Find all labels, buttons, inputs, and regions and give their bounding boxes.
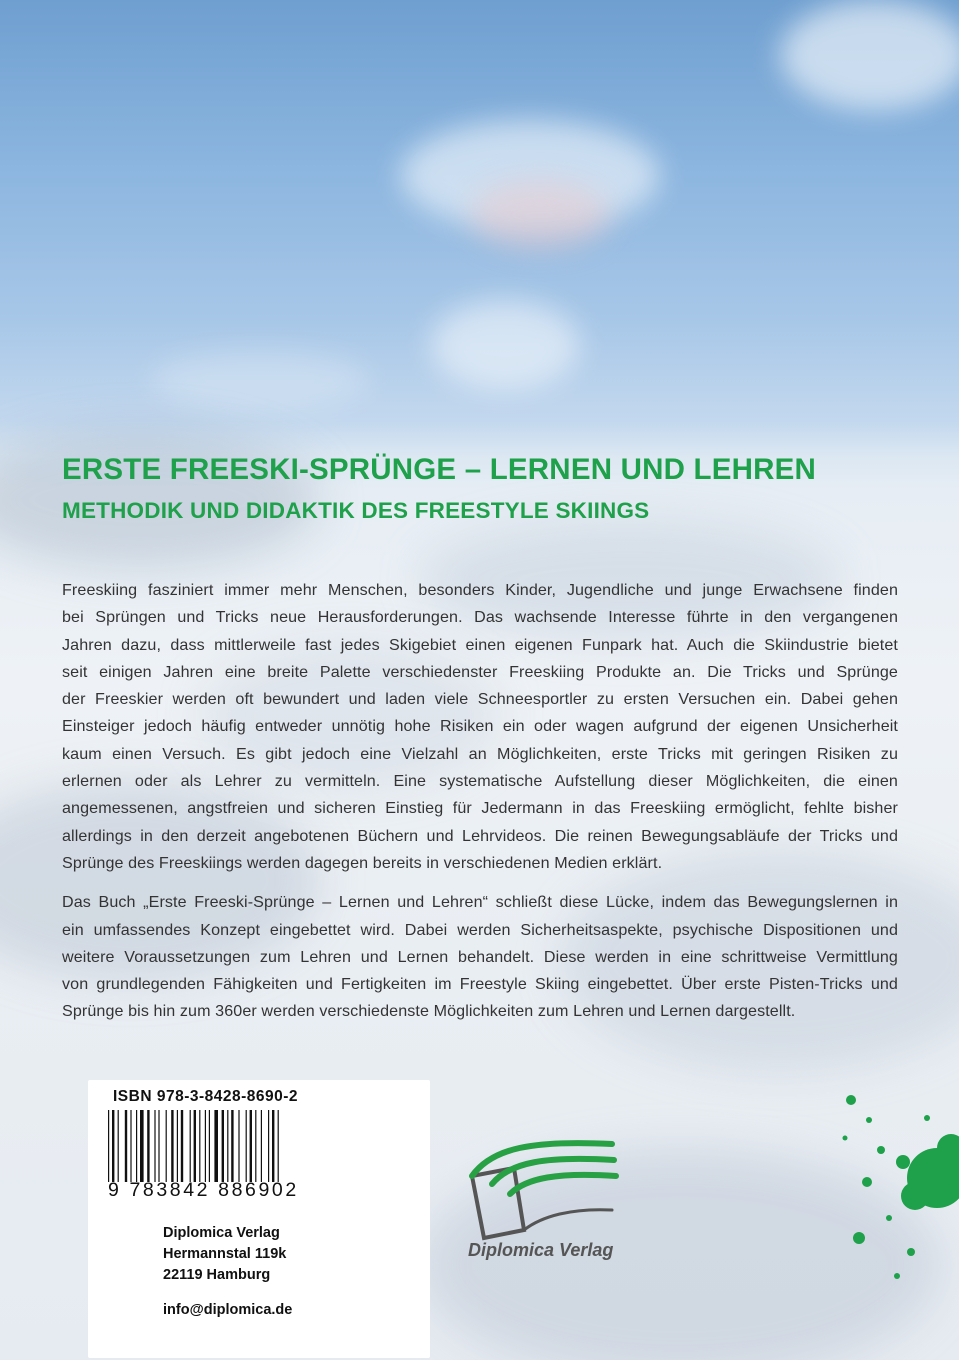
barcode-bar bbox=[181, 1110, 183, 1182]
publisher-name: Diplomica Verlag bbox=[163, 1225, 280, 1241]
blurb-line: seit einigen Jahren eine breite Palette verschiedenster Freeskiing Produkte an. Die Tricks und Sprünge bbox=[62, 662, 898, 681]
barcode-bar bbox=[272, 1110, 274, 1182]
barcode-bar bbox=[194, 1110, 196, 1182]
sky-cloud bbox=[780, 0, 959, 110]
logo-text: Diplomica Verlag bbox=[468, 1240, 614, 1260]
barcode-bar bbox=[227, 1110, 228, 1182]
sky-cloud bbox=[150, 350, 370, 410]
blurb-line: erlernen oder als Lehrer zu vermitteln. Eine systematische Aufstellung dieser Möglichkeiten, die einen bbox=[62, 772, 898, 791]
blurb-line: kaum einen Versuch. Es gibt jedoch eine Vielzahl an Möglichkeiten, erste Tricks mit geringen Risiken zu bbox=[62, 744, 898, 763]
diplomica-logo-icon bbox=[462, 1138, 622, 1243]
barcode-bar bbox=[231, 1110, 233, 1182]
barcode-bar bbox=[118, 1110, 119, 1182]
blurb-line: Freeskiing fasziniert immer mehr Menschen, besonders Kinder, Jugendliche und junge Erwachsene finden bbox=[62, 581, 898, 599]
barcode-bar bbox=[238, 1110, 239, 1182]
publisher-email: info@diplomica.de bbox=[163, 1302, 293, 1318]
blurb-line: Das Buch „Erste Freeski-Sprünge – Lernen und Lehren“ schließt diese Lücke, indem das Bewegungslernen in bbox=[62, 893, 898, 912]
blurb-line: bei Sprüngen und Tricks neue Herausforderungen. Das wachsende Interesse führte in den vergangenen bbox=[62, 608, 898, 627]
barcode-bar bbox=[112, 1110, 114, 1182]
isbn-text: ISBN 978-3-8428-8690-2 bbox=[113, 1088, 299, 1105]
barcode-bar bbox=[190, 1110, 191, 1182]
barcode-number: 9 783842 886902 bbox=[108, 1179, 299, 1201]
blurb-line: ein umfassendes Konzept eingebettet wird. Dabei werden Sicherheitsaspekte, psychische Dispositionen und bbox=[62, 920, 898, 939]
barcode-bar bbox=[125, 1110, 127, 1182]
barcode-bar bbox=[130, 1110, 131, 1182]
barcode-bar bbox=[166, 1110, 167, 1182]
blurb-line: Sprünge bis hin zum 360er werden verschiedenste Möglichkeiten zum Lehren und Lernen dargestellt. bbox=[62, 1002, 796, 1021]
barcode-bar bbox=[108, 1110, 109, 1182]
barcode-bar bbox=[214, 1110, 218, 1182]
book-title: ERSTE FREESKI-SPRÜNGE – LERNEN UND LEHREN bbox=[62, 453, 816, 486]
barcode-bar bbox=[250, 1110, 252, 1182]
sky-cloud bbox=[430, 300, 580, 390]
sky-cloud bbox=[470, 180, 610, 250]
barcode-bar bbox=[278, 1110, 279, 1182]
barcode-bar bbox=[158, 1110, 159, 1182]
barcode-bar bbox=[177, 1110, 178, 1182]
barcode-bar bbox=[222, 1110, 224, 1182]
publisher-street: Hermannstal 119k bbox=[163, 1246, 287, 1262]
blurb-line: allerdings in den derzeit angebotenen Büchern und Lehrvideos. Die reinen Bewegungsabläufe der Tricks und bbox=[62, 826, 898, 845]
barcode-bar bbox=[205, 1110, 206, 1182]
blurb-line: Jahren dazu, dass mittlerweile fast jedes Skigebiet einen eigenen Funpark hat. Auch die Skiindustrie bietet bbox=[62, 635, 898, 654]
publisher-city: 22119 Hamburg bbox=[163, 1267, 271, 1283]
barcode-bar bbox=[246, 1110, 247, 1182]
blurb-line: von grundlegenden Fähigkeiten und Fertigkeiten im Freestyle Skiing eingebettet. Über erste Pisten-Tricks und bbox=[62, 975, 898, 994]
barcode-bar bbox=[136, 1110, 137, 1182]
blurb-line: angemessenen, angstfreien und sicheren Einstieg für Jedermann in das Freeskiing ermöglicht, fehlte bisher bbox=[62, 799, 898, 818]
green-paint-splash bbox=[815, 1078, 959, 1288]
barcode-bar bbox=[255, 1110, 256, 1182]
blurb-line: der Freeskier werden oft bewundert und laden viele Schneesportler zu ersten Versuchen ein. Dabei gehen bbox=[62, 690, 898, 709]
barcode bbox=[108, 1110, 306, 1182]
blurb-text bbox=[62, 577, 898, 1026]
blurb-line: Einsteiger jedoch häufig entweder unnötig hohe Risiken ein oder wagen aufgrund der eigenen Unsicherheit bbox=[62, 717, 898, 736]
barcode-bar bbox=[140, 1110, 144, 1182]
barcode-bar bbox=[199, 1110, 200, 1182]
isbn-box bbox=[88, 1080, 430, 1358]
barcode-bar bbox=[261, 1110, 262, 1182]
barcode-bar bbox=[154, 1110, 155, 1182]
barcode-bar bbox=[147, 1110, 149, 1182]
barcode-bar bbox=[171, 1110, 173, 1182]
book-subtitle: METHODIK UND DIDAKTIK DES FREESTYLE SKIINGS bbox=[62, 498, 650, 523]
blurb-line: weitere Voraussetzungen zum Lehren und Lernen behandelt. Diese werden in eine schrittweise Vermittlung bbox=[62, 947, 898, 966]
barcode-bar bbox=[209, 1110, 210, 1182]
barcode-bar bbox=[268, 1110, 269, 1182]
blurb-line: Sprünge des Freeskiings werden dagegen bereits in verschiedenen Medien erklärt. bbox=[62, 853, 663, 872]
